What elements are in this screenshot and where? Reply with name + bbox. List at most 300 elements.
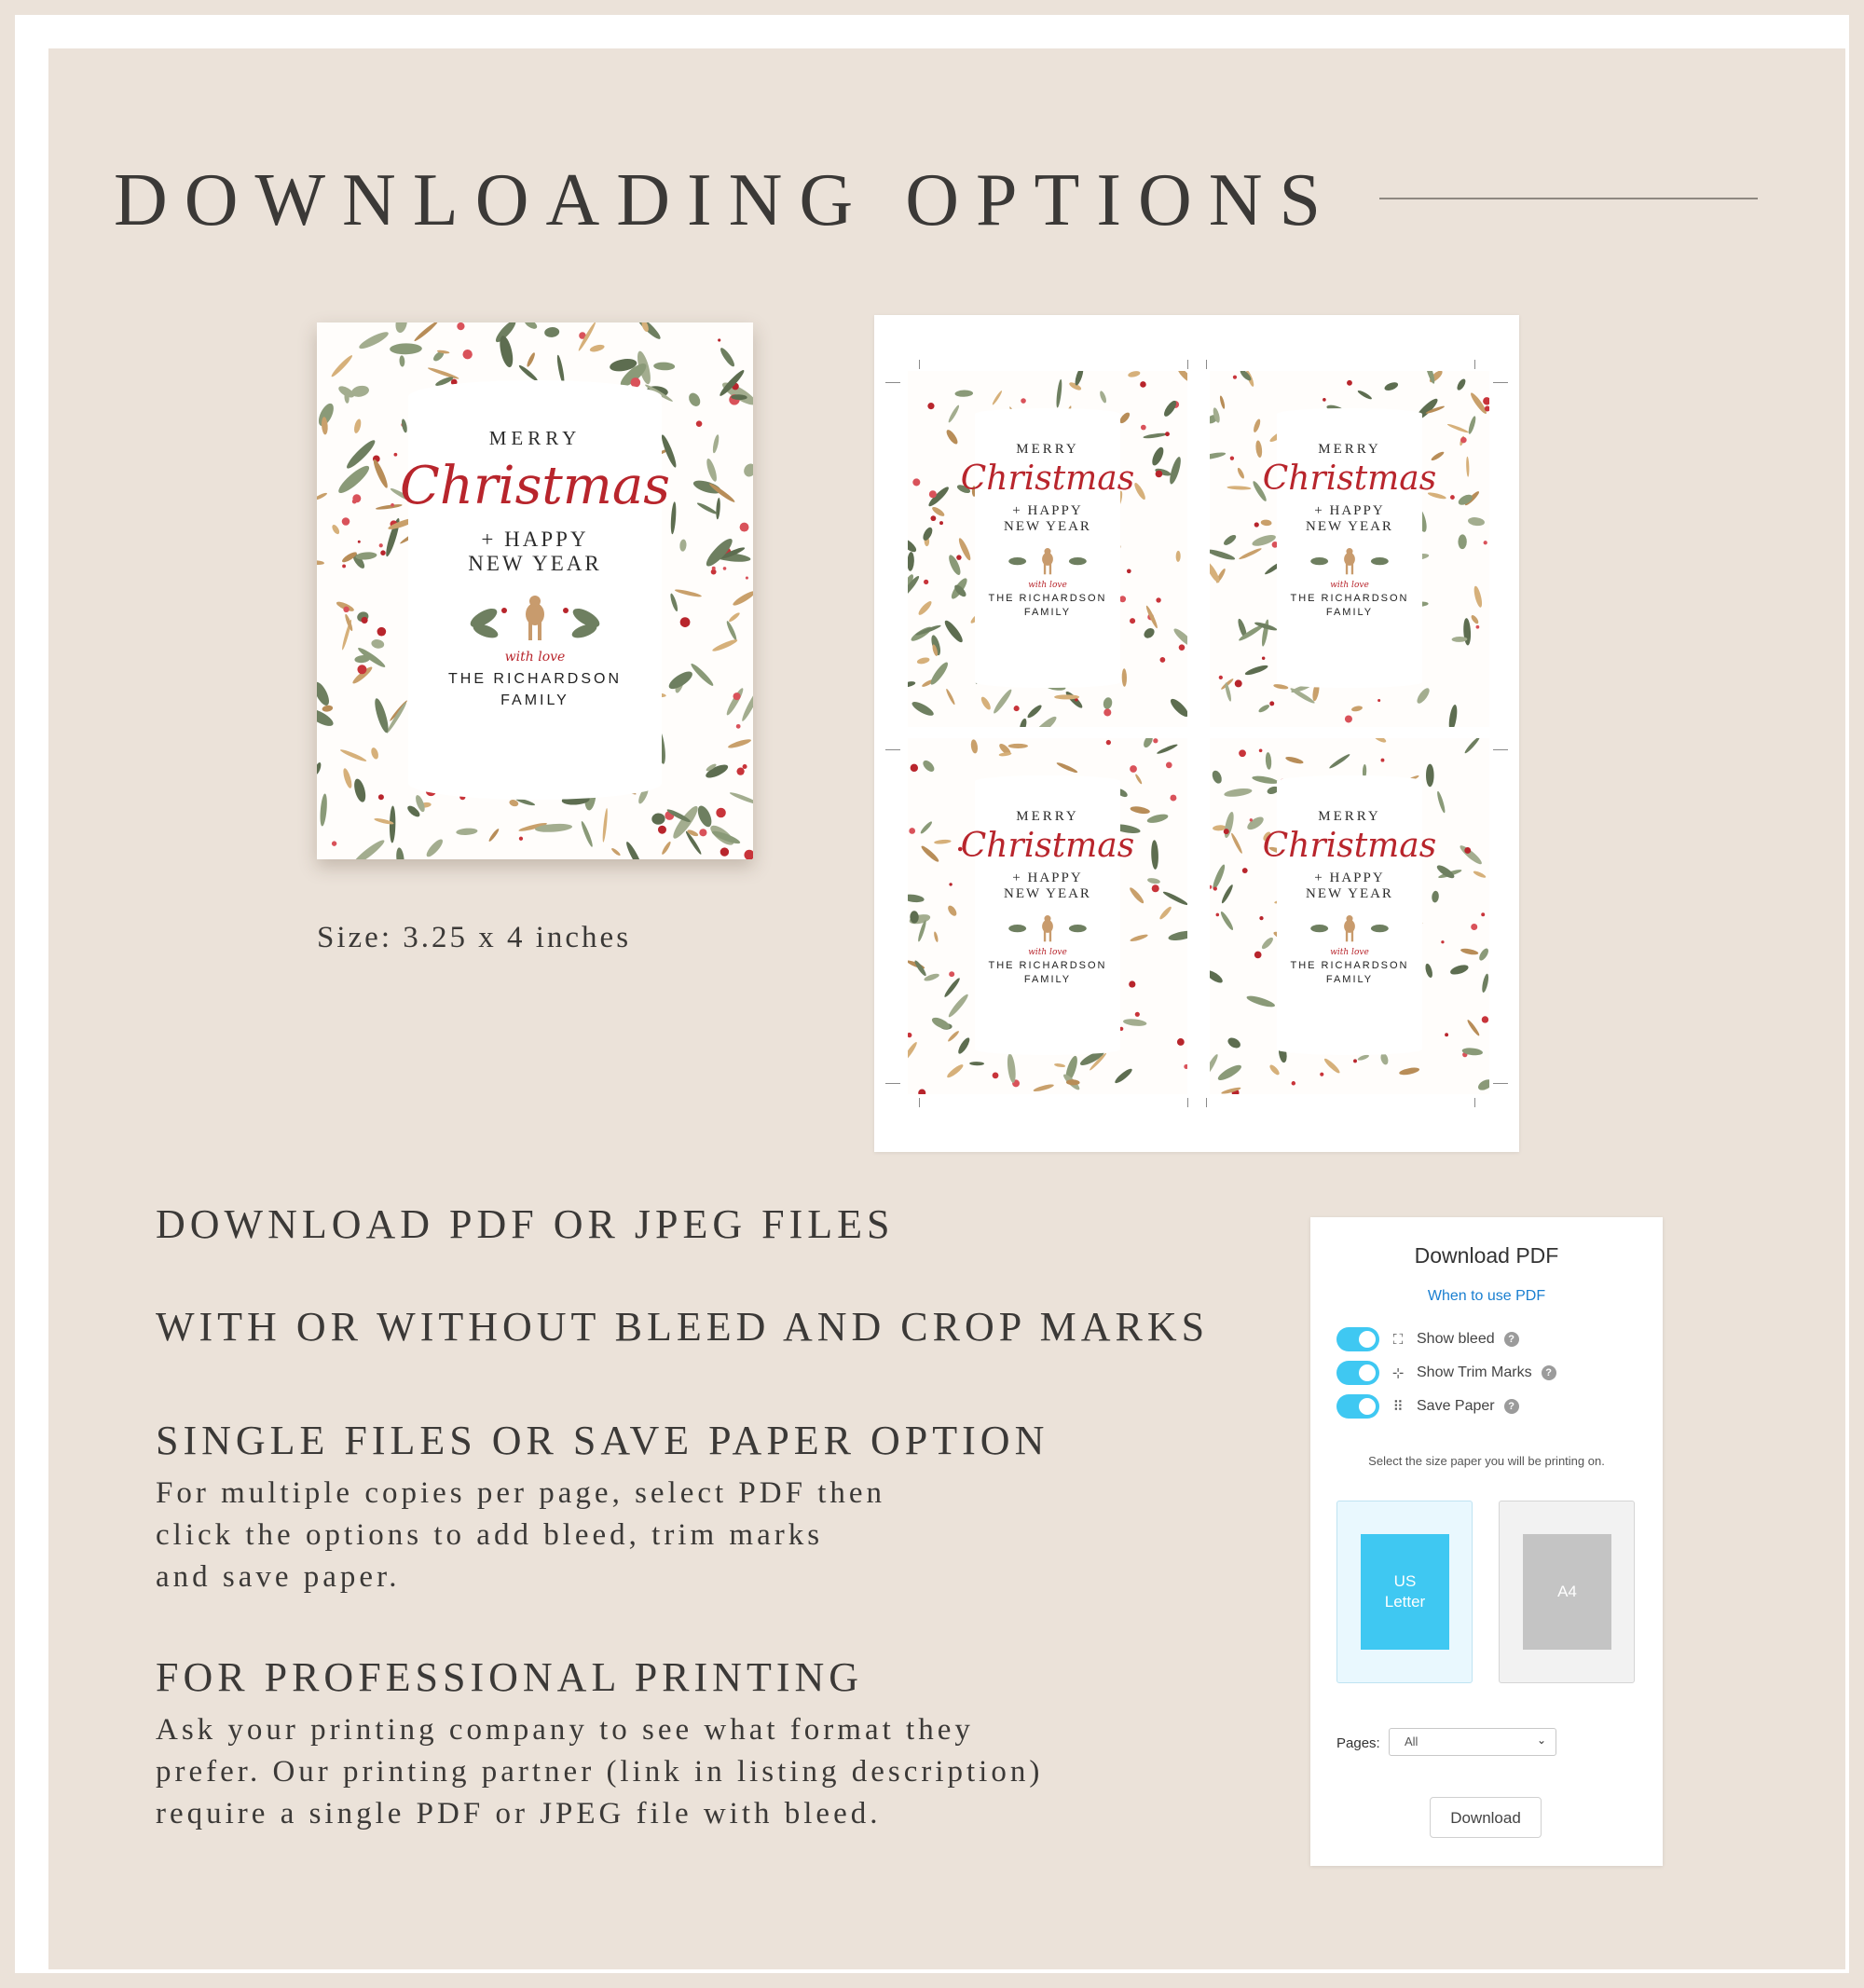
crop-mark [919, 360, 920, 369]
card-happy-new-year [1306, 503, 1393, 536]
pattern-motif [1216, 913, 1220, 917]
crop-mark [1206, 360, 1207, 369]
pattern-motif [1219, 911, 1235, 932]
pattern-motif [711, 638, 738, 652]
pattern-motif [1476, 625, 1480, 629]
pattern-motif [1130, 618, 1135, 624]
card-family-line1: THE RICHARDSON [988, 592, 1107, 604]
pattern-motif [729, 790, 753, 805]
pattern-motif [344, 437, 377, 471]
pattern-motif [319, 793, 328, 827]
pattern-motif [1473, 585, 1484, 609]
us-letter-line1: US [1393, 1571, 1417, 1590]
pattern-motif [947, 404, 960, 424]
pattern-motif [947, 1030, 960, 1043]
pattern-motif [1179, 644, 1186, 651]
paper-option-a4[interactable] [1499, 1501, 1635, 1683]
pattern-motif [589, 343, 605, 352]
card-family-line1: THE RICHARDSON [1290, 959, 1409, 971]
pattern-motif [908, 1033, 911, 1037]
help-icon[interactable]: ? [1504, 1332, 1519, 1347]
size-caption: Size: 3.25 x 4 inches [317, 921, 632, 954]
pattern-motif [1142, 626, 1156, 640]
pattern-motif [635, 322, 664, 341]
mini-card [1210, 738, 1489, 1094]
pattern-motif [916, 656, 930, 665]
feature-body-line: Ask your printing company to see what format they [156, 1713, 974, 1747]
pattern-motif [1142, 738, 1155, 749]
show-trim-marks-label: Show Trim Marks [1417, 1364, 1532, 1380]
us-letter-swatch [1361, 1534, 1449, 1650]
pattern-motif [1165, 432, 1170, 436]
print-sheet-preview [874, 315, 1519, 1152]
pattern-motif [462, 350, 472, 359]
pattern-motif [946, 1063, 966, 1079]
pattern-motif [317, 492, 328, 501]
pattern-motif [651, 813, 665, 825]
card-preview [317, 322, 753, 859]
feature-body-line: For multiple copies per page, select PDF then [156, 1476, 886, 1510]
pattern-motif [1210, 1053, 1220, 1078]
pattern-motif [390, 343, 422, 354]
pattern-motif [912, 478, 920, 486]
pattern-motif [1170, 795, 1176, 802]
pattern-motif [1147, 877, 1161, 884]
card-christmas-text: Christmas [399, 456, 671, 516]
pattern-motif [1176, 371, 1187, 384]
pattern-motif [1482, 1016, 1488, 1022]
pattern-motif [653, 362, 675, 370]
crop-mark [919, 1098, 920, 1107]
card-merry-text: MERRY [488, 427, 582, 449]
pattern-motif [1162, 399, 1179, 418]
pattern-motif [385, 701, 407, 734]
pattern-motif [1467, 516, 1485, 527]
pattern-motif [908, 552, 914, 571]
pattern-motif [1054, 1063, 1066, 1067]
pattern-motif [317, 679, 332, 707]
pattern-motif [394, 322, 409, 334]
pattern-motif [1452, 637, 1468, 642]
card-arch [960, 408, 1135, 688]
crop-mark [1474, 360, 1475, 369]
paper-size-note: Select the size paper you will be printing on. [1368, 1454, 1605, 1468]
pattern-motif [1458, 534, 1467, 549]
pattern-motif [908, 893, 925, 903]
pattern-motif [712, 567, 716, 570]
pattern-motif [580, 820, 594, 847]
pattern-motif [1219, 395, 1226, 409]
pattern-motif [1446, 423, 1469, 434]
pattern-motif [1292, 1081, 1295, 1085]
pattern-motif [1458, 843, 1484, 867]
a4-swatch [1523, 1534, 1611, 1650]
deer-leaves-icon [1001, 543, 1094, 577]
deer-leaves-icon [1303, 543, 1396, 577]
pattern-motif [1260, 936, 1275, 951]
pattern-motif [720, 847, 729, 856]
pattern-motif [1106, 740, 1111, 745]
pattern-motif [1265, 752, 1272, 770]
pattern-motif [424, 837, 445, 859]
pattern-motif [1128, 886, 1145, 905]
feature-heading: DOWNLOAD PDF OR JPEG FILES [156, 1201, 895, 1247]
us-letter-line2: Letter [1384, 1593, 1426, 1611]
pattern-motif [1450, 495, 1455, 500]
pattern-motif [1213, 886, 1217, 890]
pattern-motif [1219, 676, 1223, 679]
pattern-motif [1210, 968, 1225, 985]
pattern-motif [376, 503, 403, 511]
pattern-motif [370, 747, 380, 760]
pattern-motif [1055, 379, 1062, 408]
pattern-motif [322, 705, 334, 712]
pattern-motif [908, 537, 918, 555]
pattern-motif [1230, 456, 1234, 459]
feature-body-line: click the options to add bleed, trim marks [156, 1518, 824, 1552]
pattern-motif [1054, 694, 1079, 699]
pattern-motif [1220, 884, 1234, 904]
show-bleed-label: Show bleed [1417, 1331, 1495, 1347]
pattern-motif [1128, 371, 1141, 378]
pattern-motif [1399, 1066, 1420, 1076]
pattern-motif [1168, 929, 1187, 942]
pattern-motif [934, 839, 952, 844]
pattern-motif [919, 820, 933, 835]
feature-heading: FOR PROFESSIONAL PRINTING [156, 1654, 864, 1700]
save-paper-label: Save Paper [1417, 1398, 1495, 1414]
card-merry-text: MERRY [1318, 442, 1381, 457]
crop-mark [1474, 1098, 1475, 1107]
download-pdf-panel [1310, 1217, 1663, 1866]
crop-mark [1187, 360, 1188, 369]
pattern-motif [1476, 1077, 1489, 1092]
pattern-motif [920, 844, 940, 864]
pattern-motif [1129, 980, 1135, 987]
option-show-bleed [1336, 1327, 1519, 1351]
page-title: DOWNLOADING OPTIONS [114, 159, 1338, 241]
pattern-motif [1347, 380, 1352, 386]
pattern-motif [980, 695, 993, 711]
pattern-motif [379, 543, 383, 547]
pattern-motif [679, 539, 687, 552]
pattern-motif [954, 390, 973, 397]
pattern-motif [610, 847, 621, 857]
pattern-motif [928, 660, 951, 686]
pattern-motif [1127, 569, 1131, 573]
pattern-motif [1156, 743, 1178, 755]
pattern-motif [1166, 762, 1172, 769]
pattern-motif [1153, 738, 1158, 743]
pattern-motif [1210, 885, 1212, 889]
pattern-motif [413, 322, 439, 343]
pattern-motif [395, 847, 405, 859]
pattern-motif [1269, 701, 1274, 706]
card-family-line2: FAMILY [1325, 974, 1374, 986]
card-family-name [448, 668, 622, 711]
pattern-motif [457, 322, 464, 330]
card-christmas-text: Christmas [960, 459, 1135, 498]
pattern-motif [1471, 924, 1477, 930]
pages-select[interactable] [1389, 1728, 1556, 1756]
pattern-motif [917, 599, 934, 616]
pattern-motif [929, 490, 937, 498]
save-paper-toggle[interactable] [1336, 1394, 1379, 1419]
paper-option-us-letter[interactable] [1336, 1501, 1473, 1683]
pattern-motif [1141, 425, 1146, 431]
pattern-motif [733, 692, 740, 700]
download-button[interactable]: Download [1430, 1797, 1542, 1838]
pattern-motif [602, 808, 609, 843]
pattern-motif [357, 329, 390, 351]
pattern-motif [913, 959, 928, 977]
pattern-motif [911, 699, 936, 718]
pattern-motif [1210, 451, 1227, 461]
card-family-name [1290, 592, 1408, 622]
pattern-motif [1031, 714, 1059, 727]
card-happy-line1: + HAPPY [1314, 503, 1385, 518]
card-christmas-text: Christmas [1262, 459, 1437, 498]
pattern-motif [680, 617, 691, 627]
pattern-motif [716, 808, 726, 818]
pattern-motif [661, 841, 672, 856]
grid-icon: ⠿ [1392, 1398, 1404, 1415]
pattern-motif [624, 841, 645, 859]
pattern-motif [742, 461, 753, 478]
card-christmas-text: Christmas [1262, 827, 1437, 865]
pattern-motif [336, 462, 373, 497]
pattern-motif [487, 828, 500, 843]
pattern-motif [1227, 486, 1251, 490]
pattern-motif [1353, 1059, 1357, 1063]
card-merry-text: MERRY [1016, 442, 1079, 457]
pattern-motif [1239, 547, 1263, 561]
card-arch [1262, 408, 1437, 688]
pattern-motif [930, 515, 936, 521]
card-arch [960, 775, 1135, 1055]
pattern-motif [1230, 832, 1244, 855]
pattern-motif [945, 688, 956, 706]
pattern-motif [1262, 657, 1265, 660]
pattern-motif [390, 805, 396, 843]
mini-card [908, 738, 1187, 1094]
pattern-motif [939, 521, 943, 525]
pattern-motif [949, 971, 954, 977]
pattern-motif [1177, 1038, 1185, 1046]
pattern-motif [1158, 905, 1173, 920]
pattern-motif [1381, 759, 1385, 762]
pattern-motif [1415, 686, 1432, 706]
chevron-down-icon: ⌄ [1536, 1734, 1546, 1747]
pattern-motif [1122, 668, 1128, 687]
pattern-motif [727, 738, 751, 750]
pattern-motif [391, 503, 394, 507]
pattern-motif [1345, 715, 1352, 722]
pattern-motif [358, 541, 361, 543]
card-happy-new-year [1004, 871, 1091, 903]
pattern-motif [911, 764, 918, 772]
card-arch [1262, 775, 1437, 1055]
pattern-motif [1156, 471, 1163, 478]
collapse-icon: ⊹ [1391, 1364, 1405, 1381]
pattern-motif [331, 524, 341, 536]
pattern-motif [352, 500, 357, 504]
pattern-motif [1130, 805, 1150, 816]
pattern-motif [1268, 1063, 1282, 1076]
pattern-motif [317, 761, 322, 775]
pattern-motif [427, 366, 459, 380]
title-divider [1379, 198, 1758, 199]
pattern-motif [1259, 748, 1263, 752]
pattern-motif [1211, 863, 1227, 890]
pattern-motif [1328, 753, 1350, 770]
pattern-motif [658, 826, 666, 834]
pattern-motif [914, 624, 941, 637]
pattern-motif [1254, 952, 1262, 959]
card-family-line2: FAMILY [1023, 607, 1072, 619]
option-show-trim-marks [1336, 1361, 1556, 1385]
pattern-motif [924, 580, 928, 584]
pattern-motif [1481, 973, 1489, 993]
pattern-motif [1224, 787, 1253, 798]
pattern-motif [740, 523, 749, 532]
pattern-motif [692, 478, 722, 497]
pattern-motif [1162, 890, 1187, 907]
feature-body-line: require a single PDF or JPEG file with bleed. [156, 1797, 882, 1830]
pattern-motif [1252, 775, 1279, 786]
pattern-motif [704, 762, 730, 781]
card-family-name [988, 959, 1106, 989]
pattern-motif [1135, 1012, 1140, 1017]
card-family-line1: THE RICHARDSON [988, 959, 1107, 971]
pattern-motif [1143, 432, 1167, 440]
show-bleed-toggle[interactable] [1336, 1327, 1379, 1351]
pattern-motif [1447, 704, 1459, 727]
pattern-motif [372, 697, 391, 734]
pattern-motif [1441, 940, 1444, 943]
feature-body-line: prefer. Our printing partner (link in listing description) [156, 1755, 1044, 1789]
pattern-motif [1481, 912, 1485, 916]
pattern-motif [1436, 790, 1446, 814]
pattern-motif [945, 428, 960, 446]
pattern-motif [942, 618, 965, 644]
pattern-motif [1156, 597, 1160, 602]
pattern-motif [1019, 718, 1028, 727]
pattern-motif [1466, 457, 1470, 477]
pattern-motif [969, 1062, 984, 1065]
pattern-motif [736, 768, 744, 775]
card-family-line2: FAMILY [1325, 607, 1374, 619]
pattern-motif [1226, 1035, 1241, 1049]
card-happy-new-year [1004, 503, 1091, 536]
pattern-motif [712, 434, 720, 454]
card-love-text: with love [1028, 947, 1067, 957]
pattern-motif [330, 353, 354, 377]
pattern-motif [1130, 765, 1137, 773]
pattern-motif [357, 665, 366, 674]
pattern-motif [1210, 548, 1236, 562]
pattern-motif [342, 767, 354, 788]
pattern-motif [342, 517, 350, 526]
pattern-motif [1445, 1033, 1448, 1036]
pattern-motif [670, 501, 677, 534]
pattern-motif [1132, 482, 1146, 501]
pattern-motif [1151, 840, 1159, 870]
pattern-motif [1254, 440, 1263, 458]
deer-leaves-icon [1303, 911, 1396, 944]
card-happy-line2: NEW YEAR [1306, 519, 1393, 535]
pattern-motif [1236, 467, 1245, 480]
pattern-motif [1168, 456, 1183, 486]
pattern-motif [992, 688, 1013, 715]
pattern-motif [949, 883, 952, 885]
pattern-motif [933, 931, 939, 942]
card-family-name [1290, 959, 1408, 989]
card-happy-line1: + HAPPY [1012, 503, 1083, 518]
pattern-motif [956, 555, 961, 559]
card-love-text: with love [1028, 580, 1067, 590]
help-icon[interactable]: ? [1542, 1365, 1556, 1380]
pattern-motif [1014, 706, 1020, 711]
pattern-motif [352, 777, 368, 803]
pattern-motif [523, 322, 539, 331]
show-trim-marks-toggle[interactable] [1336, 1361, 1379, 1385]
pattern-motif [1235, 679, 1242, 687]
pattern-motif [723, 567, 727, 570]
pattern-motif [725, 620, 738, 641]
pattern-motif [696, 420, 703, 427]
pattern-motif [1008, 744, 1028, 748]
mini-card [1210, 371, 1489, 727]
pattern-motif [350, 838, 386, 859]
deer-leaves-icon [1001, 911, 1094, 944]
pattern-motif [1033, 1083, 1054, 1092]
pattern-motif [1424, 963, 1433, 979]
help-icon[interactable]: ? [1504, 1399, 1519, 1414]
pattern-motif [1144, 605, 1158, 629]
crop-mark [885, 749, 900, 750]
crop-mark [1187, 1098, 1188, 1107]
pattern-motif [1253, 418, 1262, 433]
pattern-motif [1134, 774, 1143, 785]
pattern-motif [927, 403, 934, 409]
pattern-motif [371, 459, 390, 489]
pattern-motif [399, 355, 405, 367]
pattern-motif [1323, 1057, 1341, 1075]
card-happy-line2: NEW YEAR [1004, 519, 1091, 535]
pattern-motif [908, 680, 916, 689]
pattern-motif [1245, 994, 1276, 1008]
pattern-motif [1463, 738, 1481, 755]
pattern-motif [1350, 705, 1363, 712]
pattern-motif [719, 346, 736, 368]
card-love-text: with love [1330, 580, 1369, 590]
pattern-motif [1146, 813, 1169, 825]
pattern-motif [674, 588, 702, 598]
card-family-line2: FAMILY [1023, 974, 1072, 986]
feature-body [156, 1473, 885, 1598]
pattern-motif [946, 904, 958, 917]
pattern-motif [544, 326, 560, 337]
option-save-paper [1336, 1394, 1519, 1419]
pattern-motif [353, 418, 363, 434]
pattern-motif [1130, 933, 1148, 942]
card-happy-line1: + HAPPY [1012, 871, 1083, 885]
pattern-motif [1484, 541, 1487, 544]
pattern-motif [1103, 696, 1114, 709]
pattern-motif [716, 498, 721, 520]
when-to-use-pdf-link[interactable]: When to use PDF [1427, 1288, 1546, 1304]
